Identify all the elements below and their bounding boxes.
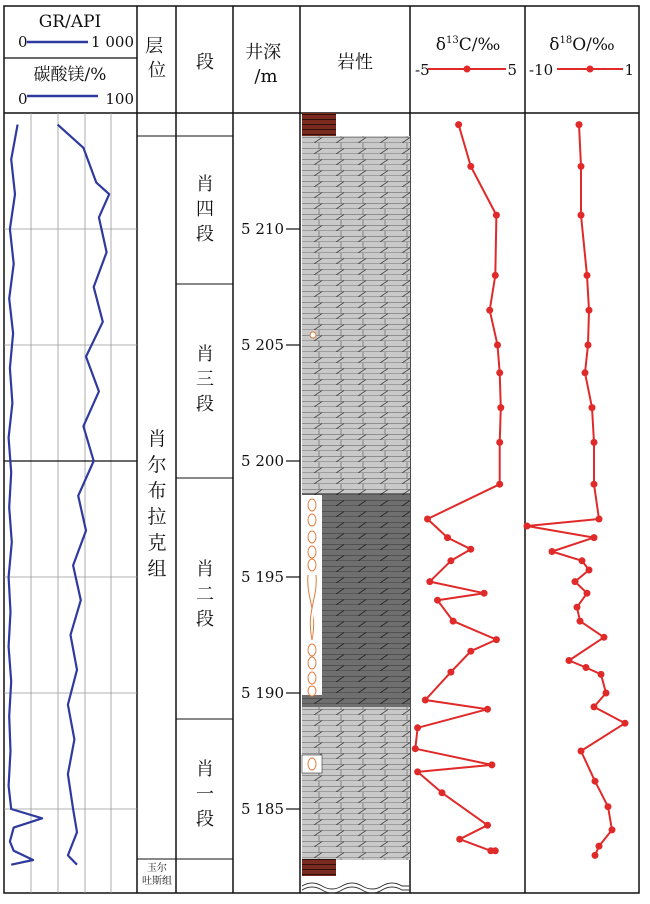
data-point <box>589 404 596 411</box>
member-label-3: 肖二段 <box>196 559 214 630</box>
depth-tick-label: 5 205 <box>241 336 284 354</box>
data-point <box>493 212 500 219</box>
lithology-column <box>302 113 410 893</box>
series-line-0 <box>415 125 501 851</box>
data-point <box>566 657 573 664</box>
data-point <box>592 778 599 785</box>
o18-header-min: -10 <box>529 61 554 79</box>
mg-header-title: 碳酸镁/% <box>33 65 107 85</box>
data-point <box>591 534 598 541</box>
mg-header-max: 100 <box>105 90 134 108</box>
data-point <box>434 597 441 604</box>
data-point <box>577 618 584 625</box>
lithology-light-dolomite-upper <box>302 136 410 493</box>
data-point <box>444 534 451 541</box>
depth-tick-label: 5 210 <box>241 220 284 238</box>
formation-upper-label: 肖尔布拉克组 <box>147 428 167 580</box>
data-point <box>447 557 454 564</box>
data-point <box>592 852 599 859</box>
data-point <box>591 481 598 488</box>
data-point <box>456 836 463 843</box>
data-point <box>496 369 503 376</box>
log-track-grid <box>4 113 137 893</box>
data-point <box>439 789 446 796</box>
lithology-mudstone-bottom <box>302 859 336 876</box>
depth-tick-label: 5 200 <box>241 452 284 470</box>
data-point <box>591 703 598 710</box>
data-point <box>609 826 616 833</box>
data-point <box>447 669 454 676</box>
mg-header-min: 0 <box>18 90 28 108</box>
data-point <box>412 745 419 752</box>
o18-header-title: $\delta^{18}O/‰$ <box>549 35 615 55</box>
member-label-4: 肖一段 <box>196 759 214 830</box>
depth-header: 井深 /m <box>245 42 282 87</box>
lithology-mudstone-top <box>302 113 336 136</box>
data-point <box>598 671 605 678</box>
data-point <box>576 121 583 128</box>
data-point <box>549 548 556 555</box>
data-point <box>596 516 603 523</box>
data-point <box>497 404 504 411</box>
data-point <box>496 481 503 488</box>
data-point <box>622 720 629 727</box>
data-point <box>450 618 457 625</box>
data-point <box>496 439 503 446</box>
series-line-2 <box>9 125 43 865</box>
gr-header-max: 1 000 <box>91 33 134 51</box>
formation-lower-label: 玉尔吐斯组 <box>142 863 172 887</box>
member-label-1: 肖四段 <box>196 174 214 245</box>
data-point <box>572 578 579 585</box>
data-point <box>455 121 462 128</box>
log-curves <box>9 125 110 865</box>
data-point <box>578 212 585 219</box>
data-point <box>493 636 500 643</box>
section-header: 段 <box>196 52 214 73</box>
o18-legend-marker <box>587 66 594 73</box>
c13-header-min: -5 <box>415 61 430 79</box>
depth-tick-label: 5 185 <box>241 800 284 818</box>
data-point <box>486 307 493 314</box>
series-line-3 <box>58 125 110 865</box>
data-point <box>524 523 531 530</box>
data-point <box>484 822 491 829</box>
data-point <box>605 803 612 810</box>
data-point <box>583 664 590 671</box>
data-point <box>414 724 421 731</box>
c13-legend-marker <box>464 66 471 73</box>
gr-header-title: GR/API <box>38 12 102 32</box>
data-point <box>574 604 581 611</box>
data-point <box>596 843 603 850</box>
data-point <box>578 163 585 170</box>
data-point <box>467 648 474 655</box>
data-point <box>579 557 586 564</box>
o18-header-max: 1 <box>624 61 634 79</box>
data-point <box>601 634 608 641</box>
member-label-2: 肖三段 <box>196 344 214 415</box>
data-point <box>591 439 598 446</box>
data-point <box>584 272 591 279</box>
c13-header-max: 5 <box>507 61 517 79</box>
data-point <box>603 690 610 697</box>
data-point <box>492 272 499 279</box>
data-point <box>584 590 591 597</box>
data-point <box>414 768 421 775</box>
c13-header-title: $\delta^{13}C/‰$ <box>435 35 501 55</box>
data-point <box>422 697 429 704</box>
data-point <box>585 342 592 349</box>
data-point <box>467 163 474 170</box>
layer-header: 层 位 <box>145 36 166 81</box>
data-point <box>586 567 593 574</box>
lithology-header: 岩性 <box>337 52 373 73</box>
data-point <box>494 342 501 349</box>
data-point <box>484 706 491 713</box>
data-point <box>578 748 585 755</box>
series-line-1 <box>527 125 625 856</box>
depth-tick-label: 5 190 <box>241 684 284 702</box>
data-point <box>426 578 433 585</box>
data-point <box>582 369 589 376</box>
data-point <box>492 847 499 854</box>
data-point <box>586 307 593 314</box>
data-point <box>481 590 488 597</box>
depth-tick-label: 5 195 <box>241 568 284 586</box>
member-labels <box>196 174 214 830</box>
isotope-curves <box>412 121 629 859</box>
data-point <box>488 761 495 768</box>
lithology-light-dolomite-lower <box>302 707 410 860</box>
gr-header-min: 0 <box>18 33 28 51</box>
data-point <box>424 516 431 523</box>
data-point <box>467 546 474 553</box>
depth-axis <box>241 220 300 818</box>
